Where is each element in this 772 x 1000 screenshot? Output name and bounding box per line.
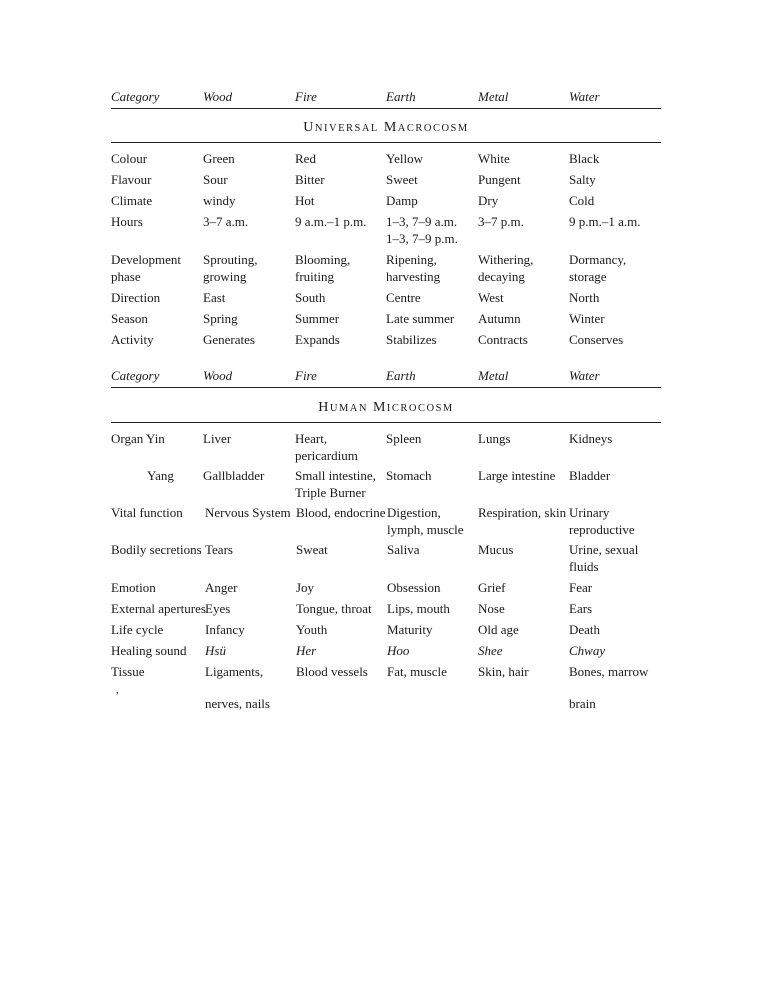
table-cell: Sour (203, 172, 228, 187)
table-cell: East (203, 290, 226, 305)
table-cell: Stabilizes (386, 332, 437, 347)
header-category: Category (111, 368, 160, 383)
table-cell: Bones, marrow (569, 664, 649, 679)
table-cell: Season (111, 311, 148, 326)
table-cell: brain (569, 696, 596, 711)
table-cell: Winter (569, 311, 605, 326)
table-cell: 1–3, 7–9 p.m. (386, 231, 458, 246)
table-cell: Grief (478, 580, 506, 595)
table-cell: Old age (478, 622, 519, 637)
table-cell: Salty (569, 172, 596, 187)
table-cell: Blood, endocrine (296, 505, 386, 520)
header-metal: Metal (478, 368, 509, 383)
table-cell: Green (203, 151, 235, 166)
table-cell: Eyes (205, 601, 231, 616)
table-cell: 9 p.m.–1 a.m. (569, 214, 641, 229)
header-earth: Earth (386, 368, 416, 383)
table-cell: Triple Burner (295, 485, 366, 500)
table-cell: nerves, nails (205, 696, 270, 711)
divider (111, 142, 661, 143)
table-cell: Urinary (569, 505, 610, 520)
table-cell: harvesting (386, 269, 441, 284)
header-wood: Wood (203, 368, 233, 383)
table-cell: Sweet (386, 172, 418, 187)
table-cell: Bodily secretions (111, 542, 202, 557)
table-cell: Bitter (295, 172, 325, 187)
table-cell: Bladder (569, 468, 611, 483)
table-cell: Contracts (478, 332, 528, 347)
table-cell: Flavour (111, 172, 152, 187)
section-title-universal-macrocosm: UNIVERSAL MACROCOSM (303, 120, 469, 135)
table-cell: Skin, hair (478, 664, 529, 679)
table-cell: Blooming, (295, 252, 351, 267)
table-cell: Hot (295, 193, 315, 208)
table-cell: windy (203, 193, 236, 208)
divider (111, 422, 661, 423)
stray-mark: , (116, 684, 119, 696)
table-cell: Saliva (387, 542, 420, 557)
table-cell: Respiration, skin (478, 505, 567, 520)
table-cell: Expands (295, 332, 340, 347)
table-cell: Maturity (387, 622, 433, 637)
table-cell: Tissue (111, 664, 145, 679)
table-cell: Vital function (111, 505, 183, 520)
table-cell: Withering, (478, 252, 534, 267)
table-cell: 1–3, 7–9 a.m. (386, 214, 458, 229)
table-cell: Red (295, 151, 316, 166)
table-cell: Fear (569, 580, 593, 595)
table-cell: Activity (111, 332, 154, 347)
table-cell: Chway (569, 643, 606, 658)
table-cell: Spleen (386, 431, 422, 446)
table-cell: Small intestine, (295, 468, 376, 483)
table-cell: fluids (569, 559, 599, 574)
table-cell: Emotion (111, 580, 156, 595)
table-cell: Development (111, 252, 182, 267)
table-cell: Healing sound (111, 643, 187, 658)
table-cell: Her (296, 643, 317, 658)
table-cell: Tears (205, 542, 233, 557)
table-cell: Liver (203, 431, 232, 446)
table-cell: Yang (147, 468, 174, 483)
header-metal: Metal (478, 89, 509, 104)
table-cell: Pungent (478, 172, 521, 187)
table-cell: Spring (203, 311, 238, 326)
table-cell: North (569, 290, 600, 305)
table-cell: Colour (111, 151, 148, 166)
table-cell: Direction (111, 290, 161, 305)
table-cell: Ligaments, (205, 664, 264, 679)
header-fire: Fire (295, 368, 317, 383)
table-cell: Death (569, 622, 601, 637)
table-cell: Late summer (386, 311, 455, 326)
table-cell: Yellow (386, 151, 423, 166)
table-cell: 3–7 p.m. (478, 214, 524, 229)
table-cell: External apertures (111, 601, 206, 616)
table-cell: Climate (111, 193, 153, 208)
table-cell: Hours (111, 214, 143, 229)
table-cell: Generates (203, 332, 255, 347)
table-cell: pericardium (295, 448, 358, 463)
header-earth: Earth (386, 89, 416, 104)
table-cell: Ripening, (386, 252, 437, 267)
divider (111, 387, 661, 388)
table-cell: Nose (478, 601, 505, 616)
table-cell: Sprouting, (203, 252, 258, 267)
table-cell: White (478, 151, 510, 166)
table-cell: Lips, mouth (387, 601, 450, 616)
table-cell: Dry (478, 193, 499, 208)
table-cell: growing (203, 269, 247, 284)
table-cell: West (478, 290, 504, 305)
table-cell: Conserves (569, 332, 624, 347)
table-cell: Mucus (478, 542, 514, 557)
table-cell: Tongue, throat (296, 601, 372, 616)
table-cell: Large intestine (478, 468, 556, 483)
table-cell: storage (569, 269, 607, 284)
table-cell: 3–7 a.m. (203, 214, 249, 229)
table-cell: Centre (386, 290, 421, 305)
table-cell: Life cycle (111, 622, 164, 637)
table-cell: Infancy (205, 622, 245, 637)
table-cell: Stomach (386, 468, 432, 483)
table-cell: Kidneys (569, 431, 613, 446)
table-cell: Damp (386, 193, 418, 208)
table-cell: Autumn (478, 311, 521, 326)
table-cell: Ears (569, 601, 593, 616)
table-cell: Digestion, (387, 505, 441, 520)
table-cell: Fat, muscle (387, 664, 447, 679)
table-cell: Dormancy, (569, 252, 627, 267)
header-fire: Fire (295, 89, 317, 104)
table-cell: Black (569, 151, 600, 166)
table-cell: phase (111, 269, 141, 284)
table-cell: reproductive (569, 522, 635, 537)
header-category: Category (111, 89, 160, 104)
table-cell: Shee (478, 643, 503, 658)
divider (111, 108, 661, 109)
table-cell: Sweat (296, 542, 328, 557)
table-cell: Organ Yin (111, 431, 165, 446)
table-cell: lymph, muscle (387, 522, 464, 537)
header-wood: Wood (203, 89, 233, 104)
table-cell: Joy (296, 580, 315, 595)
table-cell: Gallbladder (203, 468, 265, 483)
table-cell: Blood vessels (296, 664, 368, 679)
section-title-human-microcosm: HUMAN MICROCOSM (318, 400, 454, 415)
table-cell: Lungs (478, 431, 511, 446)
header-water: Water (569, 89, 600, 104)
header-water: Water (569, 368, 600, 383)
table-cell: Nervous System (205, 505, 291, 520)
table-cell: South (295, 290, 326, 305)
table-cell: Hsü (205, 643, 226, 658)
table-cell: Urine, sexual (569, 542, 639, 557)
table-cell: Heart, (295, 431, 328, 446)
table-cell: fruiting (295, 269, 334, 284)
table-cell: Summer (295, 311, 340, 326)
table-cell: Hoo (387, 643, 410, 658)
table-cell: Youth (296, 622, 328, 637)
table-cell: Cold (569, 193, 595, 208)
table-cell: 9 a.m.–1 p.m. (295, 214, 367, 229)
table-cell: decaying (478, 269, 525, 284)
table-cell: Obsession (387, 580, 441, 595)
table-cell: Anger (205, 580, 238, 595)
